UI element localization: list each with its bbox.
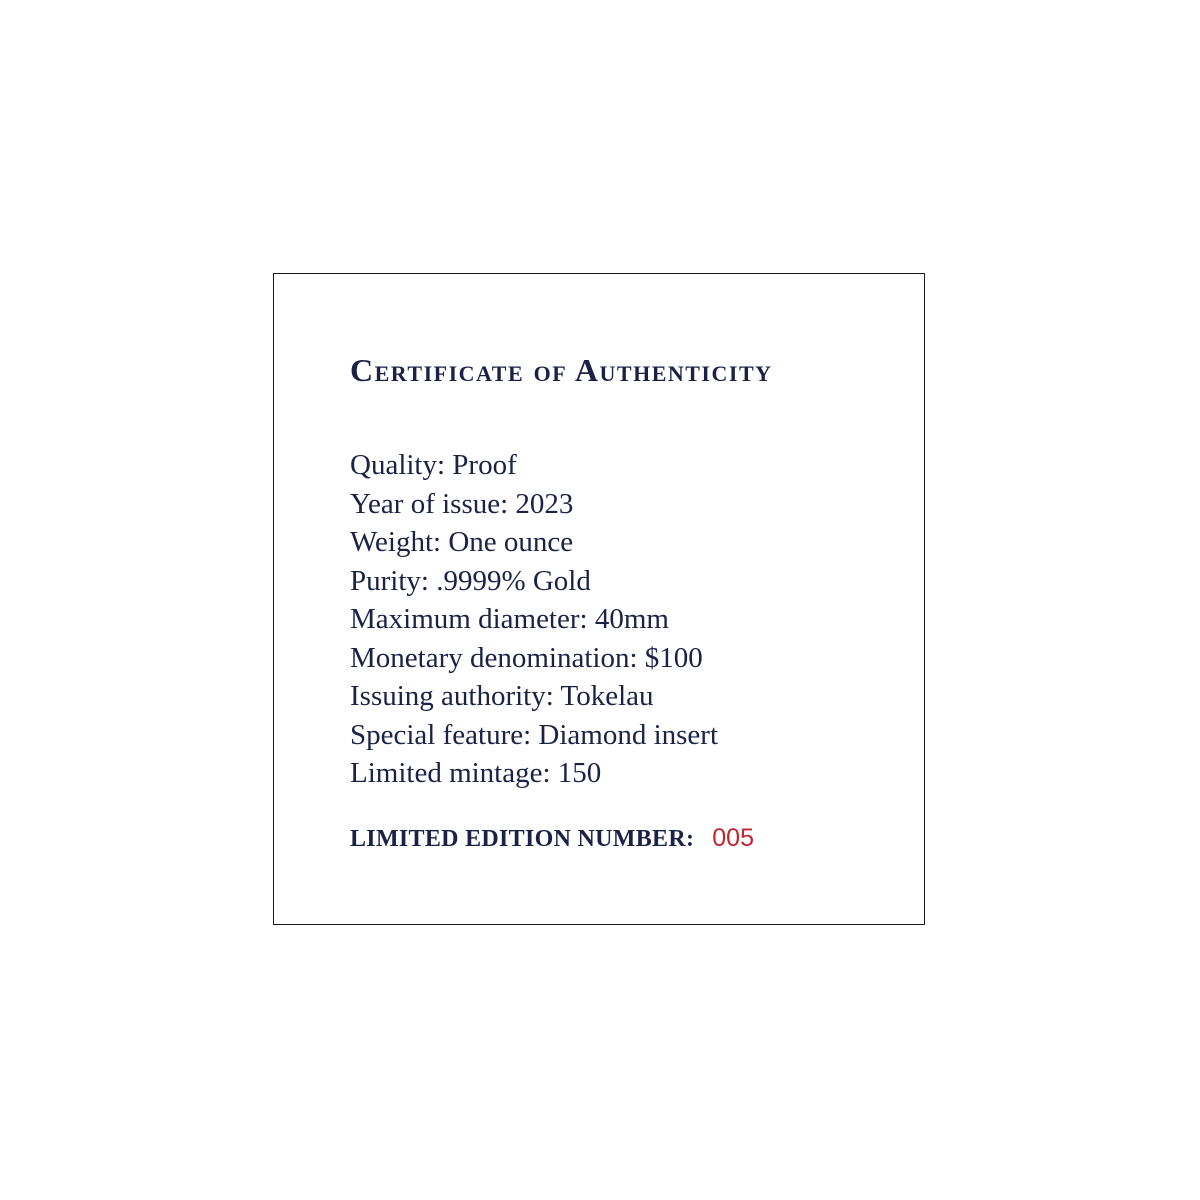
detail-weight: Weight: One ounce bbox=[350, 526, 574, 558]
certificate-card bbox=[273, 273, 925, 925]
limited-edition-label: LIMITED EDITION NUMBER: bbox=[350, 826, 695, 852]
detail-quality: Quality: Proof bbox=[350, 449, 517, 481]
detail-monetary-denomination: Monetary denomination: $100 bbox=[350, 641, 703, 674]
detail-maximum-diameter: Maximum diameter: 40mm bbox=[350, 603, 669, 635]
certificate-details-list bbox=[350, 446, 718, 793]
limited-edition-row bbox=[350, 824, 754, 853]
detail-issuing-authority: Issuing authority: Tokelau bbox=[350, 680, 654, 712]
limited-edition-number: 005 bbox=[712, 824, 754, 852]
detail-limited-mintage: Limited mintage: 150 bbox=[350, 757, 602, 789]
certificate-title: Certificate of Authenticity bbox=[350, 352, 773, 388]
detail-special-feature: Special feature: Diamond insert bbox=[350, 718, 719, 751]
detail-year-of-issue: Year of issue: 2023 bbox=[350, 487, 574, 520]
detail-purity: Purity: .9999% Gold bbox=[350, 564, 591, 597]
